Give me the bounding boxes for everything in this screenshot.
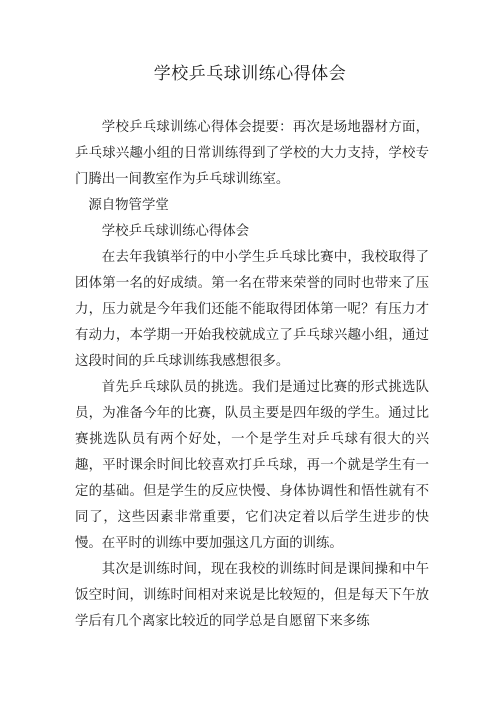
document-title: 学校乒乓球训练心得体会 [153, 64, 347, 84]
paragraph-summary: 学校乒乓球训练心得体会提要：再次是场地器材方面，乒乓球兴趣小组的日常训练得到了学校的大力支持，学校专门腾出一间教室作为乒乓球训练室。 [75, 120, 429, 187]
paragraph-intro: 在去年我镇举行的中小学生乒乓球比赛中，我校取得了团体第一名的好成绩。第一名在带来荣誉的同时也带来了压力，压力就是今年我们还能不能取得团体第一呢？有压力才有动力，本学期一开始我校就成立了乒乓球兴趣小组，通过这段时间的乒乓球训练我感想很多。 [75, 250, 429, 369]
paragraph-selection: 首先乒乓球队员的挑选。我们是通过比赛的形式挑选队员，为准备今年的比赛，队员主要是四年级的学生。通过比赛挑选队员有两个好处，一个是学生对乒乓球有很大的兴趣，平时课余时间比较喜欢打乒乓球，再一个就是学生有一定的基础。但是学生的反应快慢、身体协调性和悟性就有不同了，这些因素非常重要，它们决定着以后学生进步的快慢。在平时的训练中要加强这几方面的训练。 [75, 380, 429, 551]
paragraph-source: 源自物管学堂 [88, 198, 169, 213]
paragraph-subtitle: 学校乒乓球训练心得体会 [101, 224, 250, 239]
document-body [75, 115, 429, 635]
paragraph-time: 其次是训练时间，现在我校的训练时间是课间操和中午饭空时间，训练时间相对来说是比较短的，但是每天下午放学后有几个离家比较近的同学总是自愿留下来多练 [75, 562, 429, 629]
